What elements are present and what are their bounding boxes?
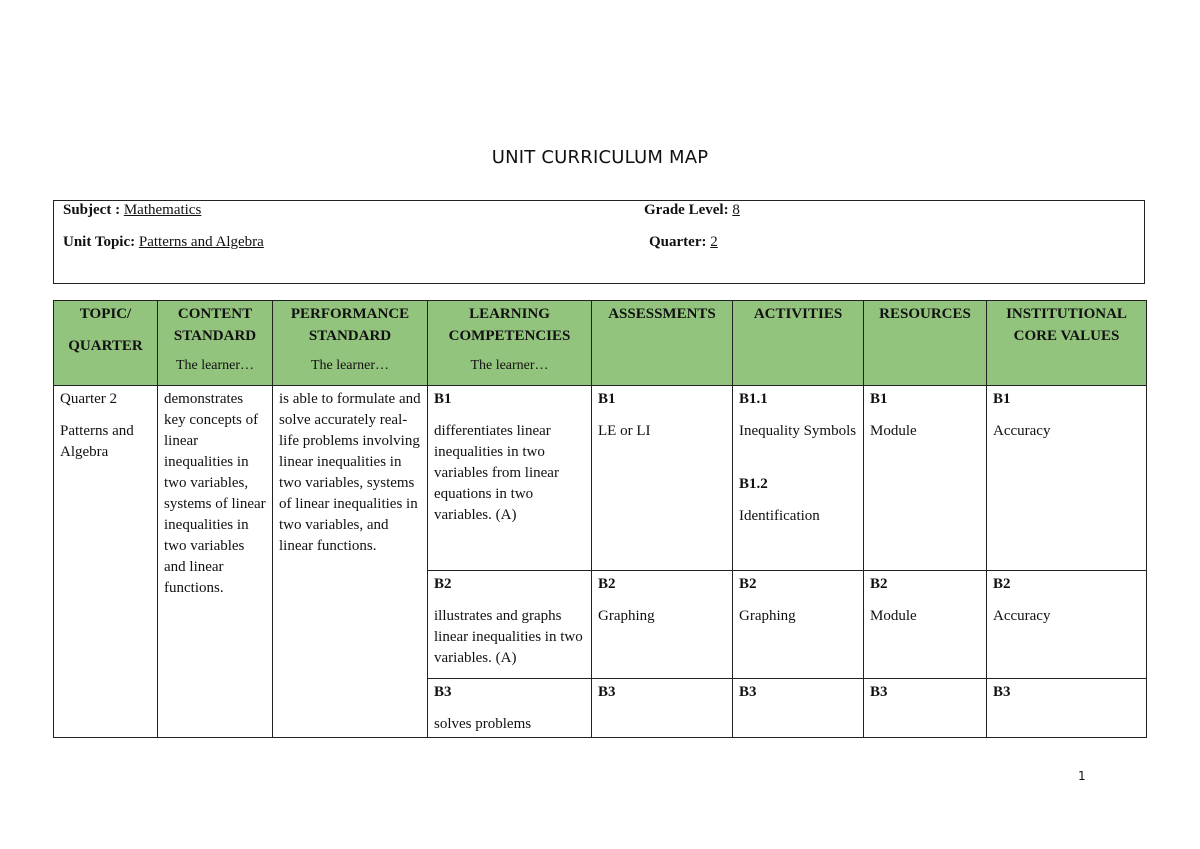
core-value-cell-b1: B1 Accuracy	[987, 386, 1147, 571]
topic-name: Patterns and Algebra	[60, 423, 134, 460]
competency-text: differentiates linear inequalities in two variables from linear equations in two variables. (A)	[434, 423, 559, 523]
table-row	[54, 386, 1147, 571]
content-standard-cell: demonstrates key concepts of linear inequalities in two variables, systems of linear inequalities in two variables and linear functions.	[158, 386, 273, 738]
core-value-cell-b2: B2 Accuracy	[987, 571, 1147, 679]
header-learning-competencies: LEARNING COMPETENCIES The learner…	[428, 301, 592, 386]
core-value-text: Accuracy	[993, 608, 1051, 624]
header-topic-quarter: TOPIC/ QUARTER	[54, 301, 158, 386]
assessment-text: LE or LI	[598, 423, 651, 439]
competency-cell-b1	[428, 386, 592, 571]
resource-cell-b1: B1 Module	[864, 386, 987, 571]
subject-value: Mathematics	[123, 202, 202, 218]
activity-text: Inequality Symbols	[739, 423, 857, 439]
quarter-value: 2	[710, 234, 718, 250]
competency-text: solves problems	[434, 716, 532, 732]
resource-cell-b2: B2 Module	[864, 571, 987, 679]
header-performance-standard: PERFORMANCE STANDARD The learner…	[273, 301, 428, 386]
unit-topic-label: Unit Topic:	[63, 234, 136, 250]
header-institutional-core-values: INSTITUTIONAL CORE VALUES	[987, 301, 1147, 386]
activity-text: Graphing	[739, 608, 796, 624]
grade-level-label: Grade Level:	[644, 202, 729, 218]
header-content-standard: CONTENT STANDARD The learner…	[158, 301, 273, 386]
activity-cell-b2: B2 Graphing	[733, 571, 864, 679]
activity-cell-b1: B1.1 Inequality Symbols B1.2 Identification	[733, 386, 864, 571]
topic-quarter: Quarter 2	[60, 391, 118, 407]
grade-level-value: 8	[732, 202, 740, 218]
content-standard-subheader: The learner…	[175, 358, 255, 373]
page-number: 1	[1078, 769, 1086, 783]
competency-code: B1	[434, 391, 452, 407]
assessment-cell-b2: B2 Graphing	[592, 571, 733, 679]
curriculum-map-table	[53, 300, 1147, 738]
subject-field	[63, 202, 201, 219]
performance-standard-subheader: The learner…	[310, 358, 390, 373]
header-activities: ACTIVITIES	[733, 301, 864, 386]
assessment-cell-b1: B1 LE or LI	[592, 386, 733, 571]
header-assessments: ASSESSMENTS	[592, 301, 733, 386]
unit-topic-value: Patterns and Algebra	[138, 234, 264, 250]
assessment-cell-b3: B3	[592, 679, 733, 738]
core-value-text: Accuracy	[993, 423, 1051, 439]
performance-standard-cell: is able to formulate and solve accurately real-life problems involving linear inequalities in two variables, systems of linear inequalities in two variables, and linear functions.	[273, 386, 428, 738]
activity-cell-b3: B3	[733, 679, 864, 738]
learning-competencies-subheader: The learner…	[470, 358, 549, 373]
header-resources: RESOURCES	[864, 301, 987, 386]
grade-level-field	[644, 202, 740, 219]
quarter-field	[649, 234, 718, 251]
assessment-text: Graphing	[598, 608, 655, 624]
competency-text: illustrates and graphs linear inequalities in two variables. (A)	[434, 608, 583, 666]
unit-topic-field	[63, 234, 264, 251]
unit-info-box	[53, 200, 1145, 284]
core-value-cell-b3: B3	[987, 679, 1147, 738]
resource-cell-b3: B3	[864, 679, 987, 738]
competency-cell-b2: B2 illustrates and graphs linear inequalities in two variables. (A)	[428, 571, 592, 679]
competency-cell-b3: B3 solves problems	[428, 679, 592, 738]
quarter-label: Quarter:	[649, 234, 707, 250]
table-header-row	[54, 301, 1147, 386]
topic-cell	[54, 386, 158, 738]
document-title: UNIT CURRICULUM MAP	[491, 147, 709, 168]
resource-text: Module	[870, 423, 917, 439]
activity-text: Identification	[739, 508, 820, 524]
resource-text: Module	[870, 608, 917, 624]
subject-label: Subject :	[63, 202, 121, 218]
